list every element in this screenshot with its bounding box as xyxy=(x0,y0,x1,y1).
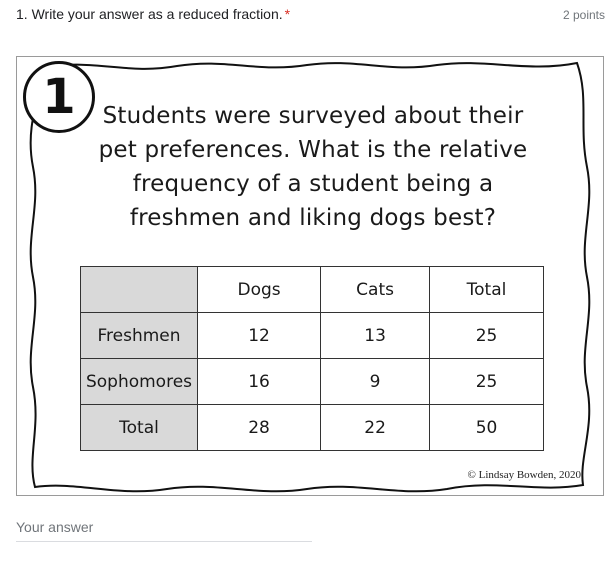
table-row xyxy=(81,359,544,405)
table-cell: 50 xyxy=(430,405,544,451)
table-cell: 28 xyxy=(198,405,321,451)
question-points: 2 points xyxy=(562,8,605,22)
column-header-total: Total xyxy=(430,267,544,313)
answer-input[interactable] xyxy=(16,519,312,542)
table-cell: 12 xyxy=(198,313,321,359)
column-header-dogs: Dogs xyxy=(198,267,321,313)
table-cell: 25 xyxy=(430,359,544,405)
table-cell: 25 xyxy=(430,313,544,359)
question-header xyxy=(16,6,605,28)
row-header-sophomores: Sophomores xyxy=(81,359,198,405)
question-title xyxy=(16,6,290,22)
row-header-freshmen: Freshmen xyxy=(81,313,198,359)
row-header-total: Total xyxy=(81,405,198,451)
table-cell: 16 xyxy=(198,359,321,405)
question-prompt: Students were surveyed about their pet preferences. What is the relative frequency of a student being a freshmen and liking dogs best? xyxy=(98,103,528,231)
copyright-notice: © Lindsay Bowden, 2020 xyxy=(467,469,581,481)
table-cell: 9 xyxy=(321,359,430,405)
answer-area xyxy=(16,519,312,542)
table-cell: 22 xyxy=(321,405,430,451)
question-number-badge: 1 xyxy=(23,61,95,133)
question-title-text: 1. Write your answer as a reduced fraction. xyxy=(16,6,283,22)
table-header-row xyxy=(81,267,544,313)
required-marker: * xyxy=(284,6,291,22)
table-cell: 13 xyxy=(321,313,430,359)
two-way-table xyxy=(80,266,544,451)
table-corner-cell xyxy=(81,267,198,313)
table-row xyxy=(81,405,544,451)
column-header-cats: Cats xyxy=(321,267,430,313)
table-row xyxy=(81,313,544,359)
question-image xyxy=(16,56,604,496)
